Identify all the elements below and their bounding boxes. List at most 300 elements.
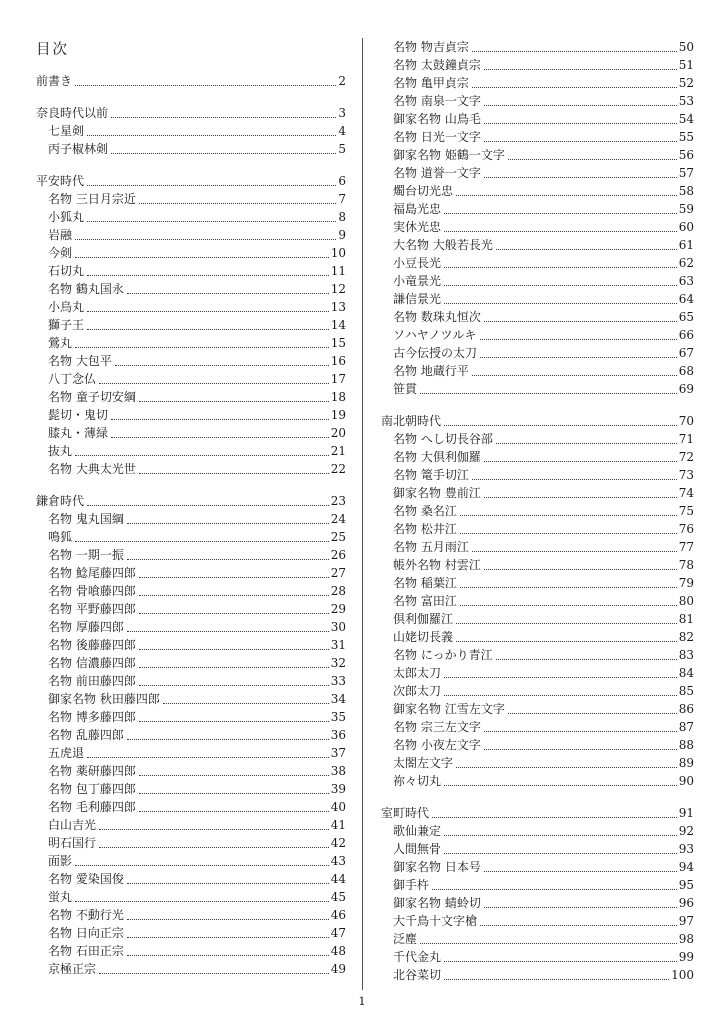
dotted-leader xyxy=(127,955,329,956)
toc-entry-label: 鳴狐 xyxy=(48,530,73,544)
dotted-leader xyxy=(460,605,677,606)
toc-entry xyxy=(381,362,694,380)
toc-entry-page-number: 57 xyxy=(678,166,694,180)
toc-entry xyxy=(381,718,694,736)
toc-entry-page-number: 45 xyxy=(330,890,346,904)
toc-entry-page-number: 9 xyxy=(338,228,346,242)
toc-entry-label: 名物 後藤藤四郎 xyxy=(48,638,136,652)
dotted-leader xyxy=(484,177,677,178)
toc-entry xyxy=(36,906,346,924)
toc-entry-page-number: 95 xyxy=(678,878,694,892)
toc-entry-label: 髭切・鬼切 xyxy=(48,408,109,422)
toc-entry-label: 小竜景光 xyxy=(393,274,442,288)
toc-entry-label: 名物 大包平 xyxy=(48,354,112,368)
toc-entry xyxy=(381,646,694,664)
toc-entry xyxy=(36,280,346,298)
toc-entry-page-number: 72 xyxy=(678,450,694,464)
toc-entry-page-number: 16 xyxy=(330,354,346,368)
toc-entry xyxy=(381,74,694,92)
toc-entry-page-number: 74 xyxy=(678,486,694,500)
dotted-leader xyxy=(472,479,677,480)
dotted-leader xyxy=(139,793,329,794)
dotted-leader xyxy=(139,473,329,474)
toc-entry xyxy=(36,208,346,226)
toc-entry-page-number: 30 xyxy=(330,620,346,634)
toc-entry xyxy=(36,262,346,280)
toc-entry-label: 丙子椒林剣 xyxy=(48,142,109,156)
toc-entry-page-number: 93 xyxy=(678,842,694,856)
dotted-leader xyxy=(75,257,329,258)
toc-entry xyxy=(36,140,346,158)
toc-entry-label: 名物 日光一文字 xyxy=(393,130,481,144)
dotted-leader xyxy=(484,141,677,142)
toc-entry xyxy=(381,92,694,110)
dotted-leader xyxy=(99,973,329,974)
toc-entry-label: 謙信景光 xyxy=(393,292,442,306)
toc-entry xyxy=(36,762,346,780)
toc-entry xyxy=(381,538,694,556)
dotted-leader xyxy=(444,285,677,286)
dotted-leader xyxy=(87,311,329,312)
toc-entry-label: 山姥切長義 xyxy=(393,630,454,644)
page-title: 目次 xyxy=(36,42,69,58)
toc-entry-page-number: 47 xyxy=(330,926,346,940)
dotted-leader xyxy=(480,357,677,358)
toc-entry-page-number: 58 xyxy=(678,184,694,198)
toc-entry-label: 実休光忠 xyxy=(393,220,442,234)
dotted-leader xyxy=(87,505,329,506)
toc-entry-label: 名物 へし切長谷部 xyxy=(393,432,493,446)
toc-entry-label: 明石国行 xyxy=(48,836,97,850)
toc-entry-page-number: 41 xyxy=(330,818,346,832)
toc-entry-label: 岩融 xyxy=(48,228,73,242)
toc-entry-page-number: 34 xyxy=(330,692,346,706)
toc-entry xyxy=(36,510,346,528)
dotted-leader xyxy=(456,767,677,768)
toc-entry-page-number: 8 xyxy=(338,210,346,224)
toc-entry xyxy=(381,876,694,894)
dotted-leader xyxy=(75,239,336,240)
toc-entry xyxy=(381,736,694,754)
toc-entry-label: 御手杵 xyxy=(393,878,430,892)
dotted-leader xyxy=(484,321,677,322)
toc-entry-page-number: 98 xyxy=(678,932,694,946)
dotted-leader xyxy=(420,393,677,394)
dotted-leader xyxy=(75,455,329,456)
toc-entry xyxy=(381,822,694,840)
toc-entry xyxy=(36,924,346,942)
dotted-leader xyxy=(484,749,677,750)
dotted-leader xyxy=(87,221,336,222)
toc-entry-page-number: 29 xyxy=(330,602,346,616)
toc-entry-page-number: 11 xyxy=(330,264,346,278)
toc-entry xyxy=(36,582,346,600)
dotted-leader xyxy=(75,347,329,348)
dotted-leader xyxy=(75,901,329,902)
dotted-leader xyxy=(484,123,677,124)
toc-entry xyxy=(36,190,346,208)
toc-entry xyxy=(381,430,694,448)
toc-entry-label: 名物 五月雨江 xyxy=(393,540,469,554)
toc-entry-page-number: 39 xyxy=(330,782,346,796)
toc-entry-page-number: 12 xyxy=(330,282,346,296)
toc-entry-label: 帳外名物 村雲江 xyxy=(393,558,481,572)
toc-entry-page-number: 75 xyxy=(678,504,694,518)
toc-entry-page-number: 19 xyxy=(330,408,346,422)
toc-entry-page-number: 60 xyxy=(678,220,694,234)
toc-entry-label: 倶利伽羅江 xyxy=(393,612,454,626)
toc-entry-label: 御家名物 秋田藤四郎 xyxy=(48,692,160,706)
toc-entry-page-number: 53 xyxy=(678,94,694,108)
toc-entry xyxy=(381,966,694,984)
toc-entry-label: 名物 一期一振 xyxy=(48,548,124,562)
toc-entry xyxy=(381,380,694,398)
toc-section-entry xyxy=(36,172,346,190)
dotted-leader xyxy=(484,907,677,908)
toc-entry-page-number: 71 xyxy=(678,432,694,446)
toc-entry-label: 今剣 xyxy=(48,246,73,260)
toc-entry xyxy=(381,700,694,718)
dotted-leader xyxy=(484,105,677,106)
toc-entry-page-number: 13 xyxy=(330,300,346,314)
toc-entry-page-number: 87 xyxy=(678,720,694,734)
toc-entry-label: 名物 大典太光世 xyxy=(48,462,136,476)
toc-entry-page-number: 55 xyxy=(678,130,694,144)
toc-entry-page-number: 73 xyxy=(678,468,694,482)
toc-entry-page-number: 4 xyxy=(338,124,346,138)
toc-entry-label: 次郎太刀 xyxy=(393,684,442,698)
toc-entry-label: ソハヤノツルキ xyxy=(393,328,477,342)
toc-entry-page-number: 90 xyxy=(678,774,694,788)
dotted-leader xyxy=(139,595,329,596)
dotted-leader xyxy=(472,51,677,52)
toc-entry-label: 鶯丸 xyxy=(48,336,73,350)
dotted-leader xyxy=(508,713,677,714)
toc-entry-page-number: 21 xyxy=(330,444,346,458)
toc-entry xyxy=(381,664,694,682)
toc-entry-label: 名物 富田江 xyxy=(393,594,457,608)
toc-entry-label: 名物 宗三左文字 xyxy=(393,720,481,734)
toc-entry-label: 名物 太鼓鐘貞宗 xyxy=(393,58,481,72)
toc-entry-label: 名物 松井江 xyxy=(393,522,457,536)
toc-entry-page-number: 6 xyxy=(338,174,346,188)
toc-entry-page-number: 7 xyxy=(338,192,346,206)
toc-entry-page-number: 69 xyxy=(678,382,694,396)
toc-entry xyxy=(36,744,346,762)
toc-entry xyxy=(36,798,346,816)
footer-page-number: 1 xyxy=(358,994,366,1008)
toc-entry-label: 御家名物 山鳥毛 xyxy=(393,112,481,126)
toc-entry xyxy=(36,852,346,870)
toc-list-right xyxy=(381,38,694,984)
dotted-leader xyxy=(484,69,677,70)
toc-entry xyxy=(36,870,346,888)
toc-entry xyxy=(36,546,346,564)
toc-entry-page-number: 42 xyxy=(330,836,346,850)
toc-entry-label: 小狐丸 xyxy=(48,210,85,224)
toc-list-left xyxy=(36,72,346,978)
toc-entry-page-number: 89 xyxy=(678,756,694,770)
toc-section-entry xyxy=(36,104,346,122)
toc-entry xyxy=(36,388,346,406)
toc-entry xyxy=(381,840,694,858)
toc-entry-label: 小烏丸 xyxy=(48,300,85,314)
dotted-leader xyxy=(87,185,336,186)
toc-entry-page-number: 43 xyxy=(330,854,346,868)
toc-entry-page-number: 3 xyxy=(338,106,346,120)
dotted-leader xyxy=(444,979,669,980)
toc-entry-page-number: 40 xyxy=(330,800,346,814)
toc-entry xyxy=(381,110,694,128)
toc-entry-label: 奈良時代以前 xyxy=(36,106,109,120)
toc-entry-page-number: 50 xyxy=(678,40,694,54)
dotted-leader xyxy=(456,641,677,642)
toc-entry-page-number: 38 xyxy=(330,764,346,778)
toc-entry-label: 太郎太刀 xyxy=(393,666,442,680)
toc-entry xyxy=(36,816,346,834)
toc-entry xyxy=(36,888,346,906)
dotted-leader xyxy=(127,739,329,740)
toc-entry-label: 前書き xyxy=(36,74,73,88)
toc-entry-label: 八丁念仏 xyxy=(48,372,97,386)
dotted-leader xyxy=(99,847,329,848)
toc-entry-label: 北谷菜切 xyxy=(393,968,442,982)
dotted-leader xyxy=(75,85,336,86)
toc-entry-label: 名物 日向正宗 xyxy=(48,926,124,940)
toc-entry-page-number: 17 xyxy=(330,372,346,386)
toc-entry-page-number: 36 xyxy=(330,728,346,742)
dotted-leader xyxy=(127,919,329,920)
toc-entry xyxy=(381,254,694,272)
toc-entry-label: 名物 にっかり青江 xyxy=(393,648,493,662)
toc-entry xyxy=(36,708,346,726)
dotted-leader xyxy=(111,117,336,118)
toc-entry-page-number: 22 xyxy=(330,462,346,476)
toc-entry-page-number: 82 xyxy=(678,630,694,644)
dotted-leader xyxy=(75,541,329,542)
toc-entry-page-number: 91 xyxy=(678,806,694,820)
toc-entry-label: 名物 前田藤四郎 xyxy=(48,674,136,688)
toc-entry-page-number: 35 xyxy=(330,710,346,724)
dotted-leader xyxy=(480,925,677,926)
toc-entry-page-number: 46 xyxy=(330,908,346,922)
toc-entry xyxy=(381,556,694,574)
toc-entry xyxy=(36,960,346,978)
toc-entry-page-number: 62 xyxy=(678,256,694,270)
toc-entry xyxy=(381,466,694,484)
toc-entry-page-number: 92 xyxy=(678,824,694,838)
toc-entry-page-number: 81 xyxy=(678,612,694,626)
toc-entry-page-number: 5 xyxy=(338,142,346,156)
toc-entry-page-number: 68 xyxy=(678,364,694,378)
dotted-leader xyxy=(127,559,329,560)
toc-entry-page-number: 32 xyxy=(330,656,346,670)
toc-entry-page-number: 80 xyxy=(678,594,694,608)
dotted-leader xyxy=(460,533,677,534)
dotted-leader xyxy=(432,889,677,890)
toc-entry-label: 人間無骨 xyxy=(393,842,442,856)
toc-entry-label: 名物 三日月宗近 xyxy=(48,192,136,206)
dotted-leader xyxy=(444,961,677,962)
toc-entry xyxy=(36,834,346,852)
toc-entry xyxy=(36,780,346,798)
dotted-leader xyxy=(139,577,329,578)
toc-entry-page-number: 24 xyxy=(330,512,346,526)
toc-entry-label: 膝丸・薄緑 xyxy=(48,426,109,440)
toc-entry xyxy=(381,772,694,790)
dotted-leader xyxy=(139,649,329,650)
dotted-leader xyxy=(127,631,329,632)
dotted-leader xyxy=(139,685,329,686)
toc-entry-label: 大名物 大般若長光 xyxy=(393,238,493,252)
toc-entry-label: 名物 乱藤四郎 xyxy=(48,728,124,742)
toc-entry-page-number: 83 xyxy=(678,648,694,662)
toc-entry-page-number: 88 xyxy=(678,738,694,752)
toc-entry xyxy=(36,654,346,672)
toc-entry-page-number: 63 xyxy=(678,274,694,288)
dotted-leader xyxy=(127,883,329,884)
toc-entry xyxy=(381,218,694,236)
toc-entry-page-number: 76 xyxy=(678,522,694,536)
toc-entry xyxy=(381,344,694,362)
toc-entry-page-number: 59 xyxy=(678,202,694,216)
toc-section-entry xyxy=(36,492,346,510)
toc-section-entry xyxy=(381,804,694,822)
dotted-leader xyxy=(456,623,677,624)
toc-entry-label: 獅子王 xyxy=(48,318,85,332)
toc-entry xyxy=(381,272,694,290)
toc-entry xyxy=(381,290,694,308)
toc-entry-page-number: 85 xyxy=(678,684,694,698)
toc-entry-page-number: 66 xyxy=(678,328,694,342)
dotted-leader xyxy=(508,159,677,160)
dotted-leader xyxy=(484,871,677,872)
toc-entry xyxy=(381,128,694,146)
dotted-leader xyxy=(484,497,677,498)
toc-entry-page-number: 15 xyxy=(330,336,346,350)
toc-entry-page-number: 52 xyxy=(678,76,694,90)
toc-entry xyxy=(381,912,694,930)
toc-entry-label: 笹貫 xyxy=(393,382,418,396)
toc-entry-label: 名物 数珠丸恒次 xyxy=(393,310,481,324)
toc-entry-label: 名物 愛染国俊 xyxy=(48,872,124,886)
dotted-leader xyxy=(480,339,677,340)
toc-entry xyxy=(36,298,346,316)
toc-entry-page-number: 27 xyxy=(330,566,346,580)
toc-entry xyxy=(381,146,694,164)
toc-entry-label: 抜丸 xyxy=(48,444,73,458)
toc-entry-label: 名物 毛利藤四郎 xyxy=(48,800,136,814)
dotted-leader xyxy=(87,135,336,136)
toc-entry-page-number: 49 xyxy=(330,962,346,976)
toc-entry-label: 名物 平野藤四郎 xyxy=(48,602,136,616)
toc-entry-label: 蛍丸 xyxy=(48,890,73,904)
toc-entry-label: 名物 物吉貞宗 xyxy=(393,40,469,54)
dotted-leader xyxy=(420,943,677,944)
toc-entry-page-number: 33 xyxy=(330,674,346,688)
toc-entry-label: 名物 鬼丸国綱 xyxy=(48,512,124,526)
toc-entry-label: 泛塵 xyxy=(393,932,418,946)
dotted-leader xyxy=(99,829,329,830)
dotted-leader xyxy=(496,659,677,660)
toc-columns xyxy=(36,38,694,990)
toc-entry-page-number: 94 xyxy=(678,860,694,874)
toc-entry-page-number: 48 xyxy=(330,944,346,958)
toc-entry-page-number: 84 xyxy=(678,666,694,680)
toc-entry xyxy=(381,484,694,502)
toc-section-entry xyxy=(36,72,346,90)
toc-entry-label: 室町時代 xyxy=(381,806,430,820)
toc-entry xyxy=(36,442,346,460)
toc-entry-page-number: 18 xyxy=(330,390,346,404)
toc-entry-label: 鎌倉時代 xyxy=(36,494,85,508)
toc-entry-label: 七星剣 xyxy=(48,124,85,138)
toc-entry-page-number: 79 xyxy=(678,576,694,590)
dotted-leader xyxy=(111,153,336,154)
dotted-leader xyxy=(444,695,677,696)
toc-entry-page-number: 61 xyxy=(678,238,694,252)
toc-entry xyxy=(36,334,346,352)
toc-entry xyxy=(381,520,694,538)
dotted-leader xyxy=(139,811,329,812)
dotted-leader xyxy=(127,523,329,524)
toc-entry xyxy=(36,528,346,546)
dotted-leader xyxy=(444,213,677,214)
toc-entry xyxy=(36,352,346,370)
dotted-leader xyxy=(496,443,677,444)
dotted-leader xyxy=(111,437,329,438)
toc-entry-label: 古今伝授の太刀 xyxy=(393,346,478,360)
toc-entry-label: 小豆長光 xyxy=(393,256,442,270)
toc-entry-page-number: 28 xyxy=(330,584,346,598)
toc-entry-page-number: 25 xyxy=(330,530,346,544)
toc-entry-page-number: 44 xyxy=(330,872,346,886)
toc-entry xyxy=(36,672,346,690)
toc-entry-label: 歌仙兼定 xyxy=(393,824,442,838)
toc-entry-label: 平安時代 xyxy=(36,174,85,188)
dotted-leader xyxy=(111,419,329,420)
toc-entry-label: 京極正宗 xyxy=(48,962,97,976)
toc-entry-page-number: 96 xyxy=(678,896,694,910)
toc-entry-page-number: 54 xyxy=(678,112,694,126)
toc-entry-label: 福島光忠 xyxy=(393,202,442,216)
toc-column-left xyxy=(36,38,362,990)
toc-entry xyxy=(381,56,694,74)
toc-entry xyxy=(36,636,346,654)
toc-entry-label: 名物 包丁藤四郎 xyxy=(48,782,136,796)
dotted-leader xyxy=(163,703,329,704)
toc-entry-label: 名物 骨喰藤四郎 xyxy=(48,584,136,598)
dotted-leader xyxy=(456,195,677,196)
toc-entry-label: 御家名物 姫鶴一文字 xyxy=(393,148,505,162)
toc-entry-label: 名物 大倶利伽羅 xyxy=(393,450,481,464)
toc-entry-page-number: 77 xyxy=(678,540,694,554)
dotted-leader xyxy=(432,817,677,818)
toc-entry-page-number: 23 xyxy=(330,494,346,508)
toc-entry xyxy=(381,930,694,948)
dotted-leader xyxy=(444,853,677,854)
toc-entry xyxy=(381,38,694,56)
toc-entry-label: 千代金丸 xyxy=(393,950,442,964)
toc-entry xyxy=(36,690,346,708)
toc-entry-label: 大千鳥十文字槍 xyxy=(393,914,478,928)
toc-entry xyxy=(36,726,346,744)
toc-entry-label: 名物 薬研藤四郎 xyxy=(48,764,136,778)
dotted-leader xyxy=(460,587,677,588)
dotted-leader xyxy=(99,383,329,384)
dotted-leader xyxy=(75,865,329,866)
toc-entry-page-number: 64 xyxy=(678,292,694,306)
